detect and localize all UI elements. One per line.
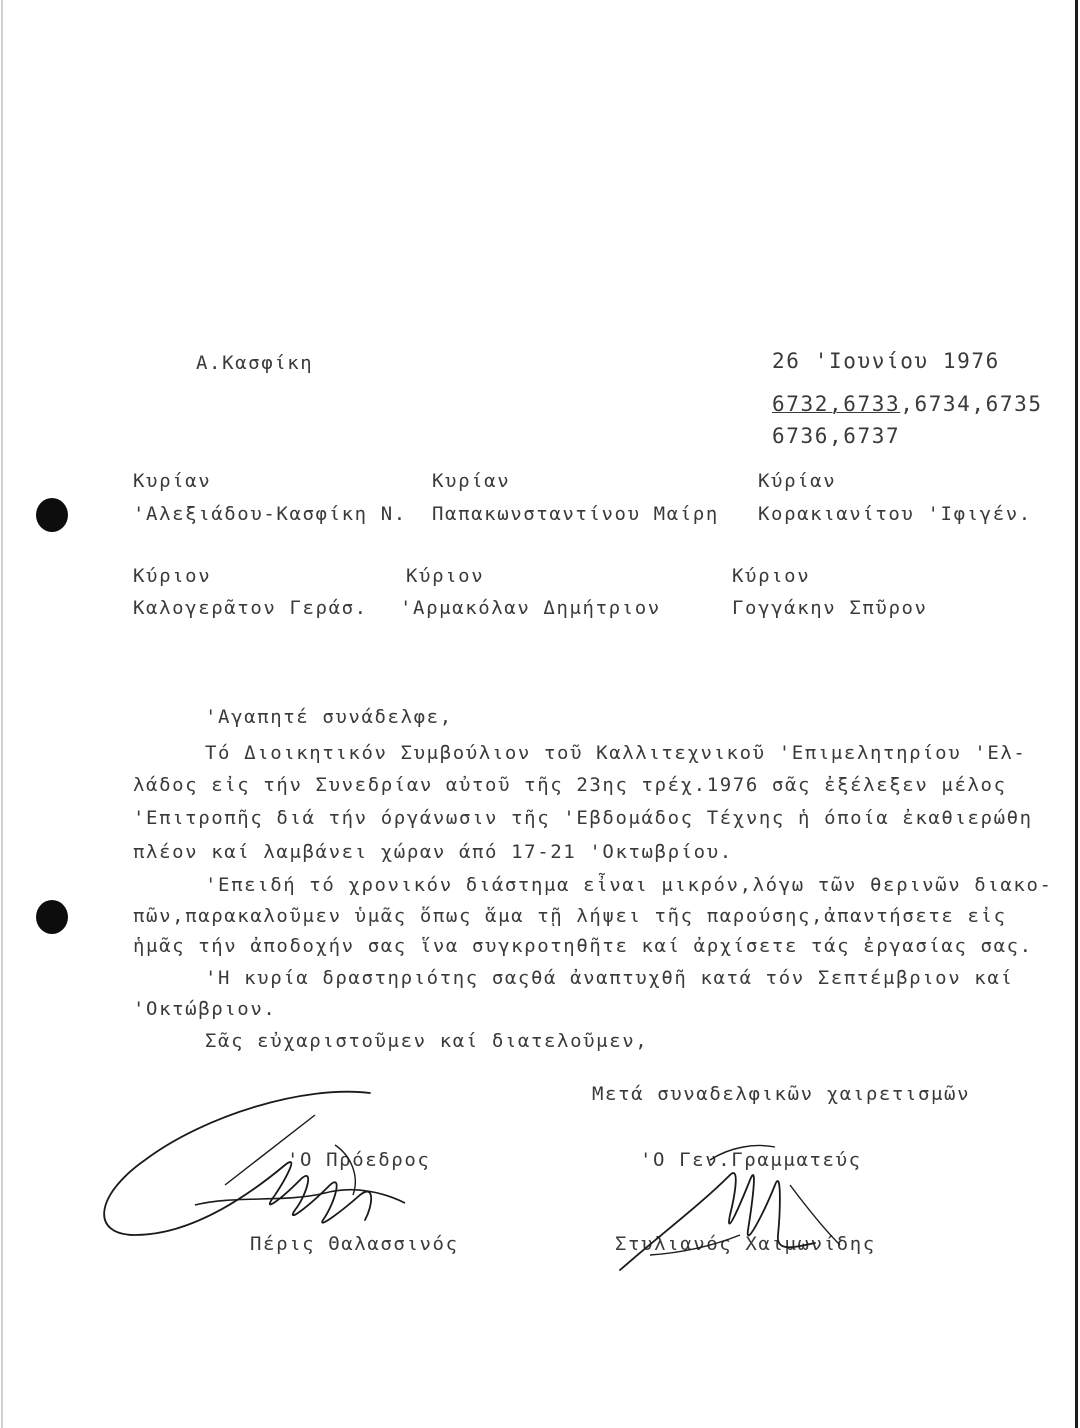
reference-numbers	[772, 392, 1043, 416]
body-line: 'Οκτώβριον.	[133, 998, 277, 1020]
recipient-name: 'Αρμακόλαν Δημήτριον	[400, 597, 661, 619]
recipient-name: 'Αλεξιάδου-Κασφίκη Ν.	[133, 503, 407, 525]
secretary-signature	[590, 1135, 850, 1285]
date: 26 'Ιουνίου 1976	[772, 349, 1000, 373]
recipient-title: Κύρίαν	[758, 470, 837, 492]
body-line: 'Επιτροπῆς διά τήν όργάνωσιν τῆς 'Εβδομάδος Τέχνης ἡ όποία ἐκαθιερώθη	[133, 807, 1033, 829]
signatory-role: 'Ο Γεν.Γραμματεύς	[640, 1149, 862, 1171]
body-line: λάδος εἰς τήν Συνεδρίαν αὐτοῦ τῆς 23ης τρέχ.1976 σᾶς ἐξέλεξεν μέλος	[133, 774, 1007, 796]
scan-edge-left	[1, 0, 3, 1428]
recipient-title: Κύριον	[406, 565, 485, 587]
body-line: ἡμᾶς τήν ἀποδοχήν σας ἵνα συγκροτηθῆτε καί ἀρχίσετε τάς ἐργασίας σας.	[133, 935, 1033, 957]
closing: Μετά συναδελφικῶν χαιρετισμῶν	[592, 1083, 971, 1105]
signatory-name: Στυλιανός Χαιμωνίδης	[615, 1233, 876, 1255]
body-line: Σᾶς εὐχαριστοῦμεν καί διατελοῦμεν,	[205, 1030, 649, 1052]
recipient-title: Κυρίαν	[133, 470, 212, 492]
scan-edge-right	[1075, 0, 1078, 1428]
recipient-name: Καλογερᾶτον Γεράσ.	[133, 597, 368, 619]
recipient-title: Κύριον	[133, 565, 212, 587]
body-line: Τό Διοικητικόν Συμβούλιον τοῦ Καλλιτεχνικοῦ 'Επιμελητηρίου 'Ελ-	[205, 742, 1027, 764]
punch-hole-bottom	[36, 900, 68, 934]
signatory-role: 'Ο Πρόεδρος	[287, 1149, 431, 1171]
body-line: 'Η κυρία δραστηριότης σαςθά ἀναπτυχθῆ κατά τόν Σεπτέμβριον καί	[205, 967, 1014, 989]
reference-numbers-line2: 6736,6737	[772, 424, 901, 448]
recipient-name: Κορακιανίτου 'Ιφιγέν.	[758, 503, 1032, 525]
president-signature	[85, 1085, 455, 1285]
reference-numbers-rest: ,6734,6735	[900, 392, 1043, 416]
body-line: 'Επειδή τό χρονικόν διάστημα εἶναι μικρόν,λόγω τῶν θερινῶν διακο-	[205, 874, 1053, 896]
recipient-title: Κυρίαν	[432, 470, 511, 492]
recipient-name: Παπακωνσταντίνου Μαίρη	[432, 503, 719, 525]
sender: Α.Κασφίκη	[196, 352, 314, 374]
reference-numbers-underlined: 6732,6733	[772, 392, 901, 416]
recipient-title: Κύριον	[732, 565, 811, 587]
punch-hole-top	[36, 498, 68, 532]
body-line: πλέον καί λαμβάνει χώραν άπό 17-21 'Οκτωβρίου.	[133, 841, 733, 863]
signatory-name: Πέρις Θαλασσινός	[250, 1233, 459, 1255]
body-line: πῶν,παρακαλοῦμεν ὑμᾶς ὅπως ἅμα τῇ λήψει τῆς παρούσης,ἀπαντήσετε εἰς	[133, 905, 1007, 927]
recipient-name: Γογγάκην Σπῦρον	[732, 597, 928, 619]
salutation: 'Αγαπητέ συνάδελφε,	[205, 706, 453, 728]
